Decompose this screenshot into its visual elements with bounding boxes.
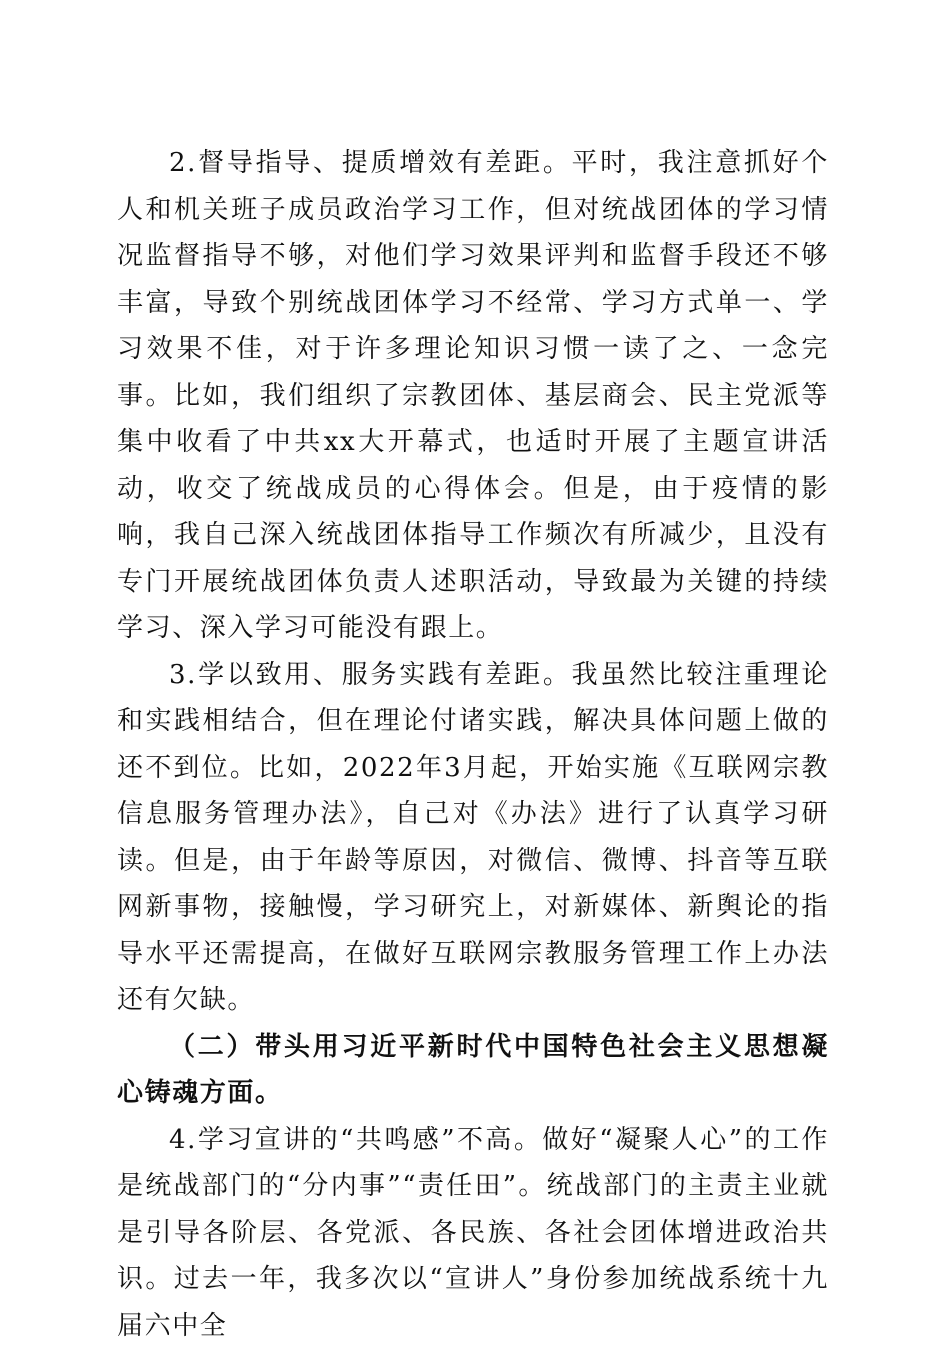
paragraph-practice-gap: 3.学以致用、服务实践有差距。我虽然比较注重理论和实践相结合，但在理论付诸实践，解决具体问题上做的还不到位。比如，2022年3月起，开始实施《互联网宗教信息服务管理办法》，自己对《办法》进行了认真学习研读。但是，由于年龄等原因，对微信、微博、抖音等互联网新事物，接触慢，学习研究上，对新媒体、新舆论的指导水平还需提高，在做好互联网宗教服务管理工作上办法还有欠缺。 [117, 652, 829, 1024]
document-body [117, 140, 829, 1349]
paragraph-supervision-gap: 2.督导指导、提质增效有差距。平时，我注意抓好个人和机关班子成员政治学习工作，但对统战团体的学习情况监督指导不够，对他们学习效果评判和监督手段还不够丰富，导致个别统战团体学习不经常、学习方式单一、学习效果不佳，对于许多理论知识习惯一读了之、一念完事。比如，我们组织了宗教团体、基层商会、民主党派等集中收看了中共xx大开幕式，也适时开展了主题宣讲活动，收交了统战成员的心得体会。但是，由于疫情的影响，我自己深入统战团体指导工作频次有所减少，且没有专门开展统战团体负责人述职活动，导致最为关键的持续学习、深入学习可能没有跟上。 [117, 140, 829, 652]
paragraph-resonance: 4.学习宣讲的“共鸣感”不高。做好“凝聚人心”的工作是统战部门的“分内事”“责任田”。统战部门的主责主业就是引导各阶层、各党派、各民族、各社会团体增进政治共识。过去一年，我多次以“宣讲人”身份参加统战系统十九届六中全 [117, 1117, 829, 1349]
section-heading-two: （二）带头用习近平新时代中国特色社会主义思想凝心铸魂方面。 [117, 1024, 829, 1117]
